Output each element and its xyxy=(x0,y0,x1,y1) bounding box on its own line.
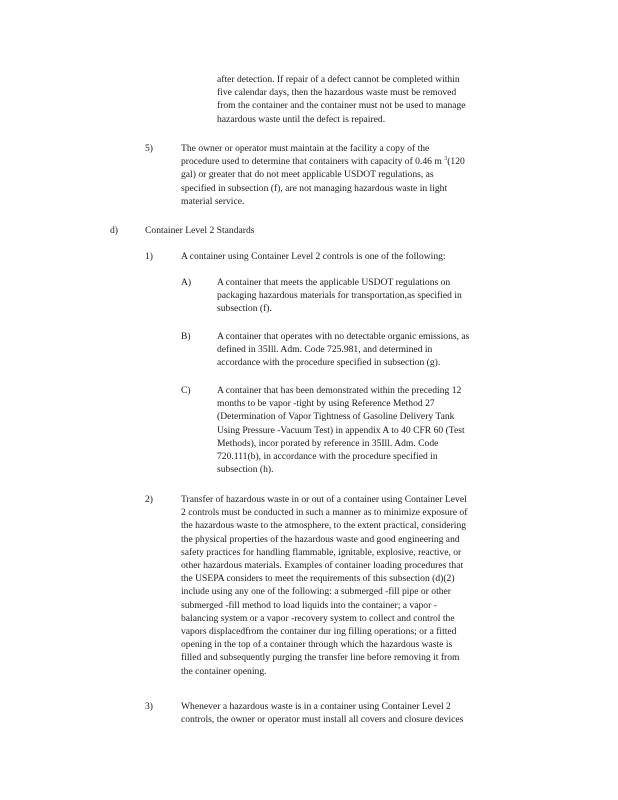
text-line: Whenever a hazardous waste is in a container using Container Level 2 xyxy=(181,701,451,712)
text-line: defined in 35Ill. Adm. Code 725.981, and determined in xyxy=(217,344,433,356)
item-2-text xyxy=(181,493,541,678)
text-line: include using any one of the following: a submerged -fill pipe or other xyxy=(181,586,451,598)
text-segment: procedure used to determine that containers with capacity of 0.46 m xyxy=(181,156,442,168)
item-B-text xyxy=(217,330,534,370)
text-line: A container that meets the applicable USDOT regulations on xyxy=(217,277,451,288)
text-line: the container opening. xyxy=(181,665,267,677)
item-A-label: A) xyxy=(181,277,192,288)
text-line: filled and subsequently purging the transfer line before removing it from xyxy=(181,652,460,664)
text-line: Using Pressure -Vacuum Test) in appendix A to 40 CFR 60 (Test xyxy=(217,424,465,436)
item-5-text xyxy=(181,142,521,208)
text-line xyxy=(181,155,521,168)
text-line: A container that has been demonstrated within the preceding 12 xyxy=(217,385,462,396)
text-line: hazardous waste until the defect is repaired. xyxy=(217,113,386,125)
text-line: A container that operates with no detectable organic emissions, as xyxy=(217,331,470,342)
text-line: gal) or greater that do not meet applicable USDOT regulations, as xyxy=(181,169,434,181)
text-line: the hazardous waste to the atmosphere, to the extent practical, considering xyxy=(181,520,467,532)
text-line: five calendar days, then the hazardous waste must be removed xyxy=(217,87,457,99)
text-line: opening in the top of a container through which the hazardous waste is xyxy=(181,639,453,651)
item-3-label: 3) xyxy=(145,701,153,712)
text-line: other hazardous materials. Examples of container loading procedures that xyxy=(181,560,464,572)
text-line: accordance with the procedure specified in subsection (g). xyxy=(217,357,441,369)
item-2-label: 2) xyxy=(145,494,153,505)
text-line: the physical properties of the hazardous waste and good engineering and xyxy=(181,533,460,545)
text-segment: (120 xyxy=(447,156,465,168)
text-line: Methods), incor porated by reference in 35Ill. Adm. Code xyxy=(217,437,439,449)
text-line: controls, the owner or operator must install all covers and closure devices xyxy=(181,714,464,726)
section-d-label: d) xyxy=(110,225,118,236)
text-line: balancing system or a vapor -recovery system to collect and control the xyxy=(181,612,455,624)
text-line: after detection. If repair of a defect cannot be completed within xyxy=(217,74,460,85)
item-C-text xyxy=(217,384,534,476)
text-line: from the container and the container must not be used to manage xyxy=(217,100,466,112)
item-3-text xyxy=(181,700,531,726)
item-1-text: A container using Container Level 2 controls is one of the following: xyxy=(181,251,446,262)
text-line: packaging hazardous materials for transportation,as specified in xyxy=(217,290,462,302)
text-line: safety practices for handling flammable, ignitable, explosive, reactive, or xyxy=(181,546,462,558)
section-d-heading: Container Level 2 Standards xyxy=(145,225,255,236)
text-line: 720.111(b), in accordance with the procedure specified in xyxy=(217,451,438,463)
text-line: subsection (h). xyxy=(217,464,274,476)
text-line: submerged -fill method to load liquids into the container; a vapor - xyxy=(181,599,437,611)
item-C-label: C) xyxy=(181,385,191,396)
text-line: The owner or operator must maintain at the facility a copy of the xyxy=(181,143,430,154)
text-line: (Determination of Vapor Tightness of Gasoline Delivery Tank xyxy=(217,411,455,423)
text-line: 2 controls must be conducted in such a manner as to minimize exposure of xyxy=(181,507,468,519)
text-line: the USEPA considers to meet the requirements of this subsection (d)(2) xyxy=(181,573,455,585)
item-1-label: 1) xyxy=(145,251,153,262)
item-B-label: B) xyxy=(181,331,191,342)
item-A-text xyxy=(217,276,522,316)
text-line: specified in subsection (f), are not managing hazardous waste in light xyxy=(181,182,448,194)
text-line: vapors displacedfrom the container dur ing filling operations; or a fitted xyxy=(181,626,457,638)
paragraph-continuation xyxy=(217,73,522,126)
text-line: subsection (f). xyxy=(217,303,272,315)
text-line: Transfer of hazardous waste in or out of a container using Container Level xyxy=(181,494,467,505)
item-5-label: 5) xyxy=(145,143,153,154)
text-line: months to be vapor -tight by using Reference Method 27 xyxy=(217,398,435,410)
superscript: 3 xyxy=(444,156,448,163)
text-line: material service. xyxy=(181,195,245,207)
